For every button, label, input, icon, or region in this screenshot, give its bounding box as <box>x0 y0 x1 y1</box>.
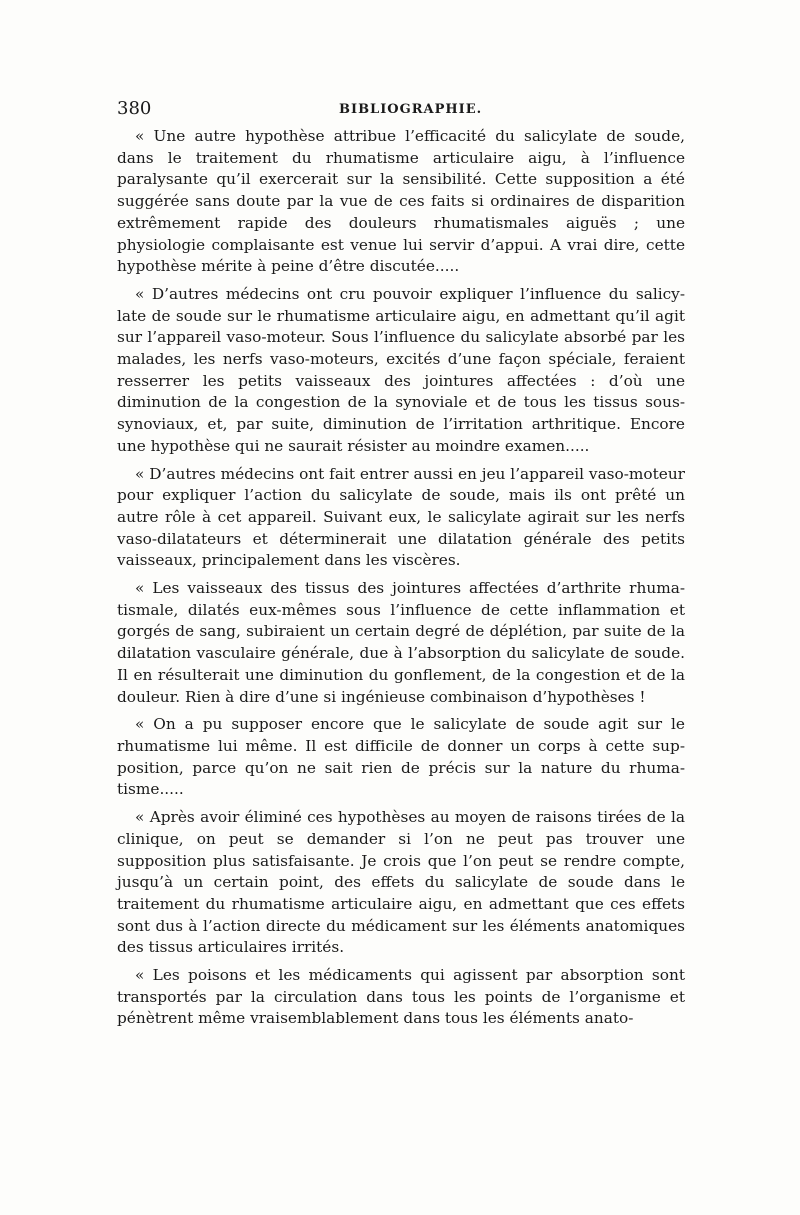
running-head <box>117 96 685 122</box>
paragraph-direct-action: « Après avoir éliminé ces hypothèses au moyen de raisons tirées de la clinique, on peut se demander si l’on ne peut pas trouver une supposition plus satisfaisante. Je crois que l’on peut se rendre compte, jusqu’à un certain point, des effets du salicylate de soude dans le traitement du rhumatisme articulaire aigu, en admettant que ces effets sont dus à l’action directe du médicament sur les éléments anatomiques des tissus articulaires irrités. <box>117 808 685 957</box>
page-number: 380 <box>117 98 152 119</box>
paragraph-absorption: « Les poisons et les médicaments qui agissent par absorption sont transportés par la circulation dans tous les points de l’organisme et pénètrent même vraisemblablement dans tous les éléments anato- <box>117 966 685 1028</box>
paragraph-rheumatism-hypothesis: « On a pu supposer encore que le salicylate de soude agit sur le rhumatisme lui même. Il est difficile de donner un corps à cette supposition, parce qu’on ne sait rien de précis sur la nature du rhumatisme..... <box>117 715 685 799</box>
paragraph-paralysis-hypothesis: « Une autre hypothèse attribue l’efficacité du salicylate de soude, dans le traitement du rhumatisme articulaire aigu, à l’influence paralysante qu’il exercerait sur la sensibilité. Cette supposition a été suggérée sans doute par la vue de ces faits si ordinaires de disparition extrêmement rapide des douleurs rhumatismales aiguës ; une physiologie complaisante est venue lui servir d’appui. A vrai dire, cette hypothèse mérite à peine d’être discutée..... <box>117 127 685 276</box>
paragraph-depletion-hypothesis: « Les vaisseaux des tissus des jointures affectées d’arthrite rhumatismale, dilatés eux-mêmes sous l’influence de cette inflammation et gorgés de sang, subiraient un certain degré de déplétion, par suite de la dilatation vasculaire générale, due à l’absorption du salicylate de soude. Il en résulterait une diminution du gonflement, de la congestion et de la douleur. Rien à dire d’une si ingénieuse combinaison d’hypothèses ! <box>117 579 685 706</box>
paragraph-vasodilator-hypothesis: « D’autres médecins ont fait entrer aussi en jeu l’appareil vaso-moteur pour expliquer l’action du salicylate de soude, mais ils ont prêté un autre rôle à cet appareil. Suivant eux, le salicylate agirait sur les nerfs vaso-dilatateurs et déterminerait une dilatation générale des petits vaisseaux, principalement dans les viscères. <box>117 464 685 570</box>
paragraph-vasomotor-hypothesis: « D’autres médecins ont cru pouvoir expliquer l’influence du salicylate de soude sur le rhumatisme articulaire aigu, en admettant qu’il agit sur l’appareil vaso-moteur. Sous l’influence du salicylate absorbé par les malades, les nerfs vaso-moteurs, excités d’une façon spéciale, feraient resserrer les petits vaisseaux des jointures affectées : d’où une diminution de la congestion de la synoviale et de tous les tissus sous-synoviaux, et, par suite, diminution de l’irritation arthritique. Encore une hypothèse qui ne saurait résister au moindre examen..... <box>117 284 685 455</box>
running-title: BIBLIOGRAPHIE. <box>339 102 483 117</box>
body-text <box>117 126 685 1036</box>
